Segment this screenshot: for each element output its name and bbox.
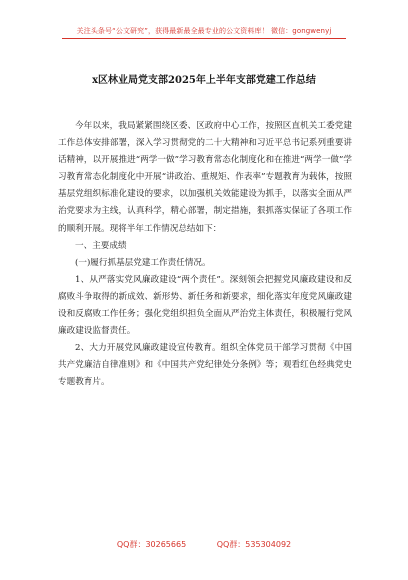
- header-rule: [62, 38, 346, 39]
- footer-qq-groups: [0, 539, 408, 550]
- document-title: x区林业局党支部2025年上半年支部党建工作总结: [92, 75, 316, 86]
- paragraph-item-1: 1、从严落实党风廉政建设“两个责任”。深刻领会把握党风廉政建设和反腐败斗争取得的新成效、新形势、新任务和新要求，细化落实年度党风廉政建设和反腐败工作任务；强化党组织担负全面从严治党主体责任，积极履行党风廉政建设监督责任。: [58, 274, 352, 337]
- section-heading-main-results: 一、主要成绩: [75, 240, 127, 251]
- footer-qq-2: QQ群：535304092: [216, 540, 292, 549]
- paragraph-intro: 今年以来，我局紧紧围绕区委、区政府中心工作，按照区直机关工委党建工作总体安排部署，深入学习贯彻党的二十大精神和习近平总书记系列重要讲话精神，以开展推进“两学一做”学习教育常态化制度化和在推进“两学一做”学习教育常态化制度化中开展“讲政治、重规矩、作表率”专题教育为载体，按照基层党组织标准化建设的要求，以加强机关效能建设为抓手，以落实全面从严治党要求为主线，认真科学，精心部署，制定措施，狠抓落实保证了各项工作的顺利开展。现将半年工作情况总结如下：: [58, 121, 352, 234]
- footer-qq-1: QQ群：30265665: [116, 540, 187, 549]
- document-body: [58, 118, 352, 392]
- header-note: 关注头条号“公文研究”，获得最新最全最专业的公文资料库！ 微信：gongwenyj: [76, 27, 332, 35]
- paragraph-item-2: 2、大力开展党风廉政建设宣传教育。组织全体党员干部学习贯彻《中国共产党廉洁自律准则》和《中国共产党纪律处分条例》等；观看红色经典党史专题教育片。: [58, 343, 352, 388]
- subsection-heading: (一)履行抓基层党建工作责任情况。: [75, 257, 211, 268]
